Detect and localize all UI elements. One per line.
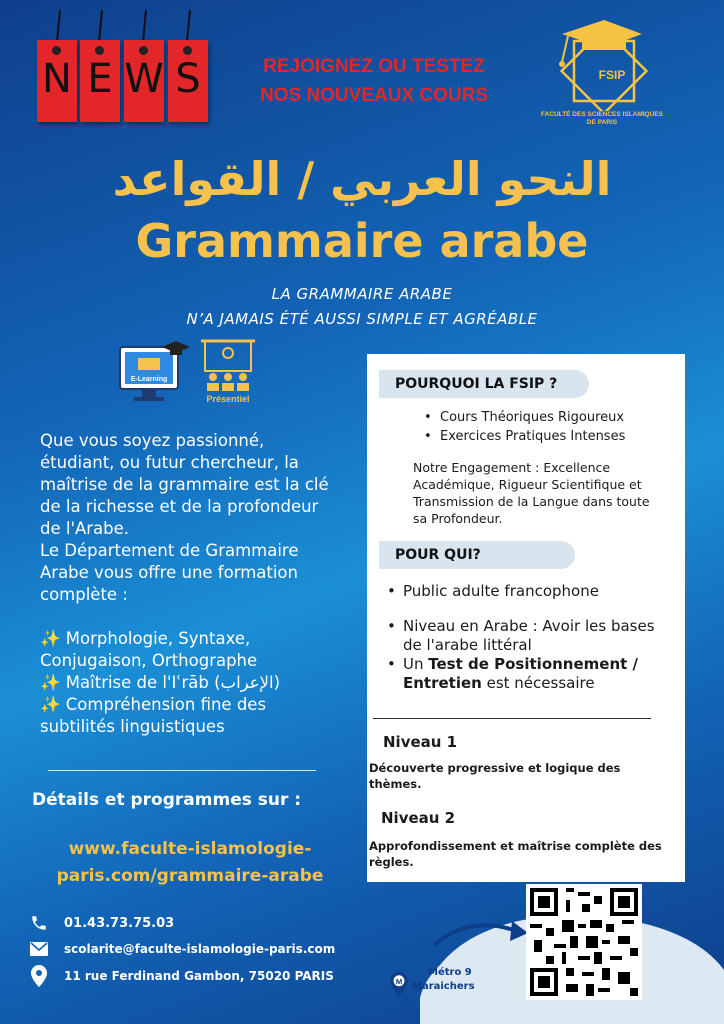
headline-line-2: NOS NOUVEAUX COURS <box>259 85 489 106</box>
news-letter: W <box>124 56 164 102</box>
website-link[interactable] <box>40 836 340 890</box>
info-panel <box>367 354 685 882</box>
engagement-text: Notre Engagement : Excellence Académique, Rigueur Scientifique et Transmission de la Langue dans toute sa Profondeur. <box>413 460 650 526</box>
contact-email[interactable] <box>28 937 368 961</box>
phone-icon <box>28 912 50 934</box>
website-link-line-1[interactable]: www.faculte-islamologie- <box>68 839 312 859</box>
news-letter: E <box>87 56 113 102</box>
presentiel-icon <box>199 337 257 407</box>
subtitle-line-2: N’A JAMAIS ÉTÉ AUSSI SIMPLE ET AGRÉABLE <box>186 310 538 328</box>
who-item3-prefix: Un <box>403 655 429 673</box>
contact-address <box>28 964 368 988</box>
level-2-description: Approfondissement et maîtrise complète des règles. <box>369 839 662 869</box>
metro-line: Métro 9 <box>428 967 472 978</box>
fsip-star-icon <box>532 16 672 111</box>
arabic-title: النحو العربي / القواعد <box>112 152 612 206</box>
news-letter: S <box>175 56 201 102</box>
feature-item: ✨ Compréhension fine des subtilités linguistiques <box>40 695 267 736</box>
location-pin-icon <box>28 965 50 987</box>
feature-item: ✨ Morphologie, Syntaxe, Conjugaison, Orthographe <box>40 629 258 670</box>
arrow-icon <box>430 915 530 955</box>
intro-paragraph-1: Que vous soyez passionné, étudiant, ou futur chercheur, la maîtrise de la grammaire est la clé de la richesse et de la profondeur de l'Arabe. <box>40 431 329 538</box>
why-item: • Exercices Pratiques Intenses <box>422 427 625 446</box>
metro-info <box>390 962 500 1002</box>
intro-text <box>40 430 330 738</box>
email-address[interactable]: scolarite@faculte-islamologie-paris.com <box>64 942 336 956</box>
level-1-description: Découverte progressive et logique des thèmes. <box>369 761 621 791</box>
divider <box>48 770 316 771</box>
why-item: • Cours Théoriques Rigoureux <box>422 408 625 427</box>
who-item: • Niveau en Arabe : Avoir les bases de l'arabe littéral <box>385 617 675 655</box>
french-title: Grammaire arabe <box>135 214 589 268</box>
metro-pin-icon <box>390 972 408 996</box>
news-letter: N <box>42 56 72 102</box>
presentiel-label: Présentiel <box>206 394 250 404</box>
metro-station: Maraichers <box>412 981 475 992</box>
logo-name: FSIP <box>598 68 626 82</box>
feature-item: ✨ Maîtrise de l'Iʿrāb (الإعراب) <box>40 673 281 692</box>
contact-phone[interactable] <box>28 911 368 935</box>
website-link-line-2[interactable]: paris.com/grammaire-arabe <box>56 866 324 886</box>
level-1-title: Niveau 1 <box>383 733 458 751</box>
intro-paragraph-2: Le Département de Grammaire Arabe vous offre une formation complète : <box>40 541 299 604</box>
who-item <box>385 655 675 693</box>
elearning-icon <box>118 339 190 407</box>
who-item3-bold: Test de Positionnement / Entretien <box>403 655 639 692</box>
elearning-label: E-Learning <box>130 376 168 383</box>
phone-number[interactable]: 01.43.73.75.03 <box>64 915 175 931</box>
who-list <box>385 582 675 693</box>
subtitle <box>0 282 724 332</box>
headline <box>224 52 524 110</box>
address: 11 rue Ferdinand Gambon, 75020 PARIS <box>64 969 334 983</box>
logo-caption-line-2: DE PARIS <box>586 119 618 126</box>
metro-badge: M <box>395 977 403 986</box>
who-title: POUR QUI? <box>379 541 575 569</box>
panel-divider <box>373 718 651 719</box>
headline-line-1: REJOIGNEZ OU TESTEZ <box>263 56 485 77</box>
news-badge <box>30 10 220 125</box>
why-list <box>422 408 625 446</box>
why-title: POURQUOI LA FSIP ? <box>379 370 589 398</box>
metro-text <box>412 966 475 994</box>
mail-icon <box>28 938 50 960</box>
who-item3-suffix: est nécessaire <box>481 674 595 692</box>
who-item: • Public adulte francophone <box>385 582 675 601</box>
qr-code[interactable] <box>526 884 642 1000</box>
level-2-title: Niveau 2 <box>381 809 456 827</box>
fsip-logo <box>532 16 672 136</box>
details-label: Détails et programmes sur : <box>32 790 302 810</box>
subtitle-line-1: LA GRAMMAIRE ARABE <box>271 285 453 303</box>
logo-caption-line-1: FACULTÉ DES SCIENCES ISLAMIQUES <box>541 111 663 118</box>
logo-caption <box>532 111 672 127</box>
